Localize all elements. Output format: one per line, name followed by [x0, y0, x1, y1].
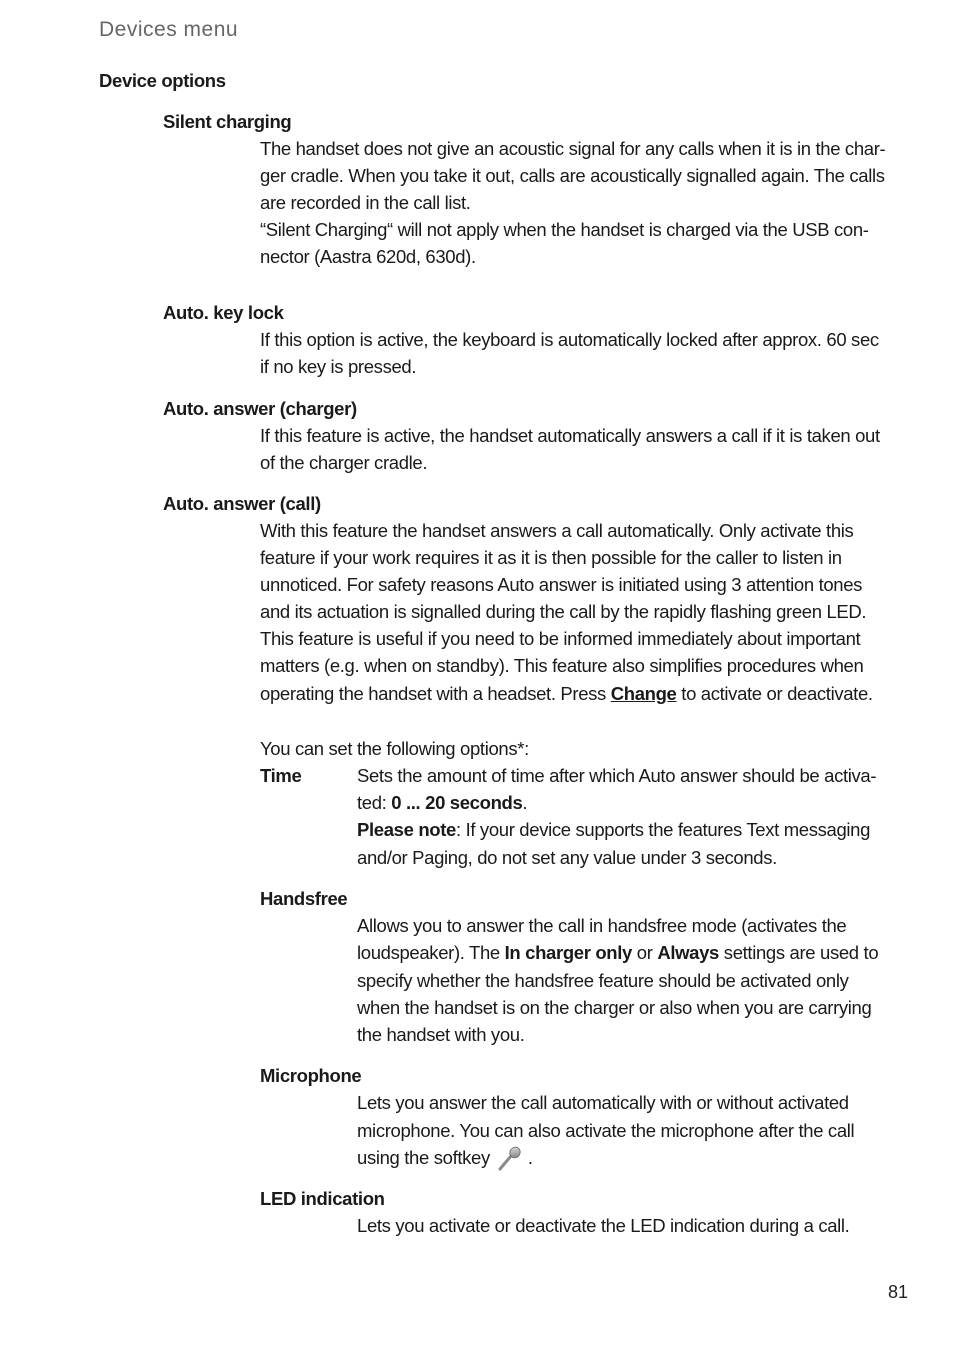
- options-intro: You can set the following options*:: [260, 738, 529, 759]
- auto-key-lock-heading: Auto. key lock: [163, 302, 284, 323]
- microphone-icon: [496, 1146, 524, 1172]
- microphone-line: [357, 1144, 533, 1172]
- text-run: using the softkey: [357, 1147, 490, 1168]
- note-label: Please note: [357, 819, 456, 840]
- change-softkey: Change: [610, 683, 677, 704]
- time-option-line: Sets the amount of time after which Auto answer should be activa-: [357, 765, 877, 786]
- auto-answer-call-heading: Auto. answer (call): [163, 493, 321, 514]
- auto-answer-call-line: matters (e.g. when on standby). This feature also simplifies procedures when: [260, 655, 864, 676]
- time-note-line: and/or Paging, do not set any value under 3 seconds.: [357, 847, 777, 868]
- text-run: or: [632, 942, 658, 963]
- text-run: operating the handset with a headset. Press: [260, 683, 611, 704]
- auto-answer-charger-line: If this feature is active, the handset automatically answers a call if it is taken out: [260, 425, 880, 446]
- handsfree-line: Allows you to answer the call in handsfree mode (activates the: [357, 915, 847, 936]
- microphone-line: microphone. You can also activate the microphone after the call: [357, 1120, 855, 1141]
- page-number: 81: [888, 1282, 909, 1302]
- led-indication-heading: LED indication: [260, 1188, 385, 1209]
- led-indication-line: Lets you activate or deactivate the LED indication during a call.: [357, 1215, 850, 1236]
- auto-answer-call-line: and its actuation is signalled during the call by the rapidly flashing green LED.: [260, 601, 867, 622]
- silent-charging-line: ger cradle. When you take it out, calls are acoustically signalled again. The calls: [260, 165, 885, 186]
- handsfree-line: the handset with you.: [357, 1024, 525, 1045]
- auto-answer-call-line: unnoticed. For safety reasons Auto answer is initiated using 3 attention tones: [260, 574, 863, 595]
- running-header: Devices menu: [99, 18, 239, 41]
- handsfree-heading: Handsfree: [260, 888, 348, 909]
- microphone-line: Lets you answer the call automatically with or without activated: [357, 1092, 849, 1113]
- silent-charging-line: “Silent Charging“ will not apply when the handset is charged via the USB con-: [260, 219, 869, 240]
- text-run: .: [527, 1147, 533, 1168]
- auto-answer-call-line: [260, 680, 873, 707]
- in-charger-only-setting: In charger only: [504, 942, 632, 963]
- auto-answer-call-line: feature if your work requires it as it is then possible for the caller to listen in: [260, 547, 842, 568]
- time-option-label: Time: [260, 765, 302, 786]
- silent-charging-line: are recorded in the call list.: [260, 192, 471, 213]
- auto-key-lock-line: if no key is pressed.: [260, 356, 417, 377]
- text-run: loudspeaker). The: [357, 942, 505, 963]
- text-run: .: [522, 792, 528, 813]
- microphone-heading: Microphone: [260, 1065, 362, 1086]
- silent-charging-line: The handset does not give an acoustic signal for any calls when it is in the char-: [260, 138, 886, 159]
- silent-charging-heading: Silent charging: [163, 111, 292, 132]
- auto-answer-call-line: With this feature the handset answers a call automatically. Only activate this: [260, 520, 854, 541]
- section-title: Device options: [99, 70, 226, 91]
- time-option-line: [357, 789, 527, 816]
- text-run: ted:: [357, 792, 392, 813]
- auto-answer-charger-heading: Auto. answer (charger): [163, 398, 357, 419]
- handsfree-line: when the handset is on the charger or also when you are carrying: [357, 997, 872, 1018]
- always-setting: Always: [657, 942, 720, 963]
- time-note-line: [357, 816, 870, 843]
- auto-answer-charger-line: of the charger cradle.: [260, 452, 428, 473]
- handsfree-line: [357, 939, 878, 966]
- text-run: settings are used to: [719, 942, 879, 963]
- auto-key-lock-line: If this option is active, the keyboard is automatically locked after approx. 60 sec: [260, 329, 879, 350]
- time-range-value: 0 ... 20 seconds: [391, 792, 523, 813]
- handsfree-line: specify whether the handsfree feature should be activated only: [357, 970, 849, 991]
- text-run: : If your device supports the features Text messaging: [455, 819, 871, 840]
- text-run: to activate or deactivate.: [676, 683, 873, 704]
- auto-answer-call-line: This feature is useful if you need to be informed immediately about important: [260, 628, 861, 649]
- silent-charging-line: nector (Aastra 620d, 630d).: [260, 246, 476, 267]
